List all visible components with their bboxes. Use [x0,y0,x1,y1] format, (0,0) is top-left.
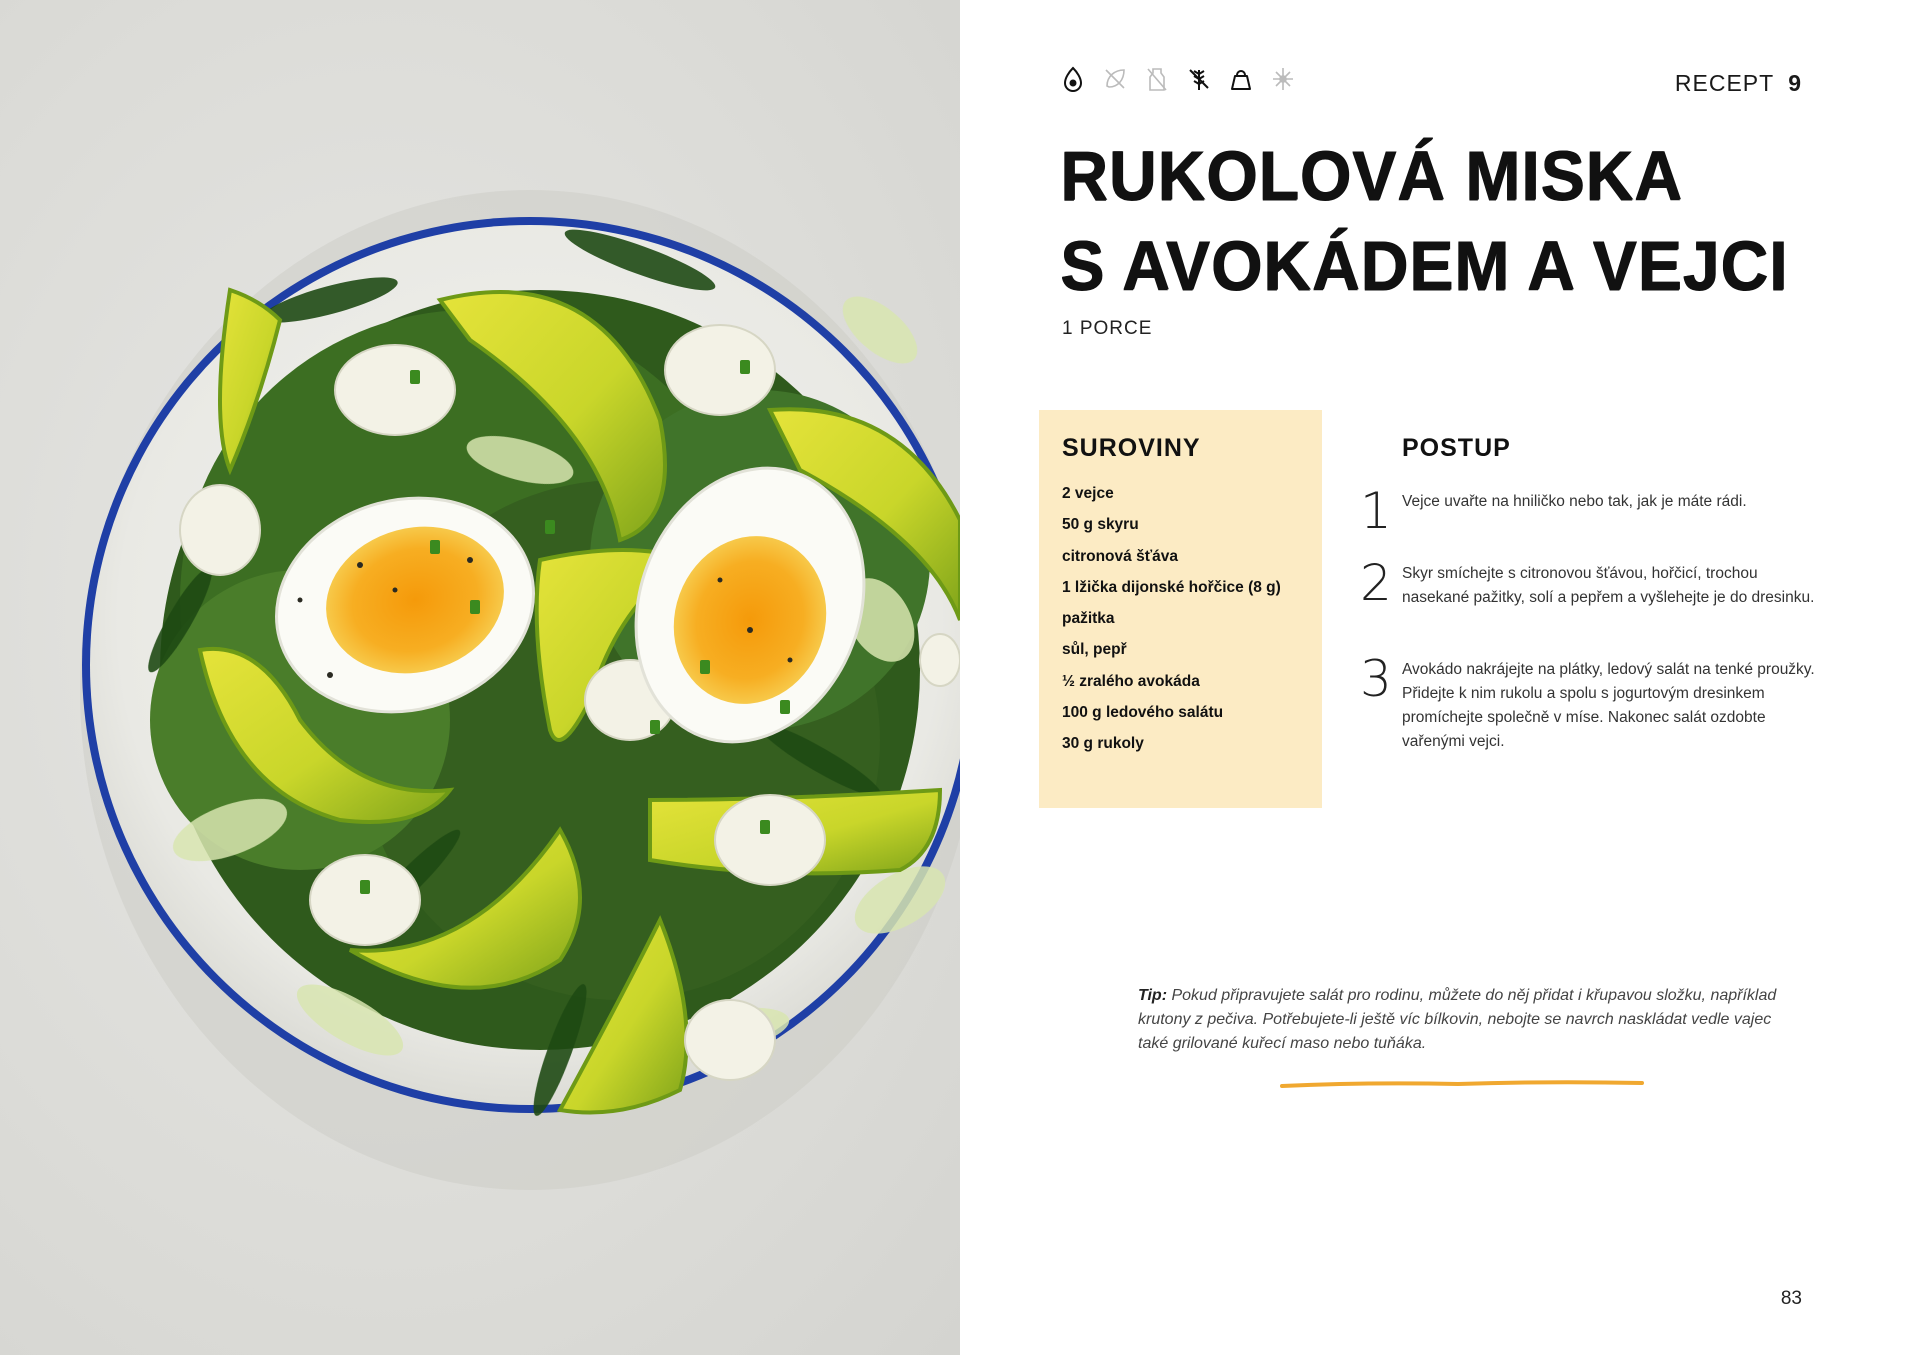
step-text: Vejce uvařte na hniličko nebo tak, jak je máte rádi. [1402,493,1747,510]
wheat-crossed-icon [1187,66,1211,92]
step-number: 1 [1360,482,1392,540]
ingredient-item: 1 lžička dijonské hořčice (8 g) [1062,578,1281,596]
recipe-page [960,0,1920,1355]
diet-icons-row [1061,66,1295,92]
recipe-title-line-1: RUKOLOVÁ MISKA [1060,136,1683,214]
recipe-title [1060,130,1820,311]
step-number: 2 [1360,554,1392,612]
ingredient-item: pažitka [1062,610,1115,628]
page-number: 83 [1780,1288,1802,1309]
leaf-crossed-icon [1103,66,1127,92]
milk-crossed-icon [1145,66,1169,92]
ingredient-item: 100 g ledového salátu [1062,704,1224,722]
method-heading: POSTUP [1402,434,1511,462]
ingredient-item: 2 vejce [1062,485,1114,502]
step-number: 3 [1360,650,1392,708]
ingredient-item: 30 g rukoly [1062,735,1144,753]
ingredient-item: sůl, pepř [1062,641,1127,659]
step-text: Skyr smíchejte s citronovou šťávou, hořčicí, trochou nasekané pažitky, solí a pepřem a vyšlehejte je do dresinku. [1402,565,1815,606]
kettlebell-icon [1229,66,1253,92]
avocado-icon [1061,66,1085,92]
snowflake-icon [1271,66,1295,92]
servings: 1 PORCE [1062,318,1153,339]
recipe-number: 9 [1788,70,1802,96]
brush-underline [1278,1078,1648,1092]
ingredients-list [1062,478,1281,760]
ingredients-heading: SUROVINY [1062,434,1201,462]
ingredient-item: ½ zralého avokáda [1062,672,1200,690]
ingredient-item: 50 g skyru [1062,516,1139,534]
ingredients-box [1039,410,1322,808]
tip-note [1138,984,1778,1056]
step-text: Avokádo nakrájejte na plátky, ledový salát na tenké proužky. Přidejte k nim rukolu a spolu s jogurtovým dresinkem promíchejte společně v míse. Nakonec salát ozdobte vařenými vejci. [1402,661,1815,750]
ingredient-item: citronová šťáva [1062,547,1178,565]
recipe-label-text: RECEPT [1674,70,1775,96]
recipe-number-label [1675,70,1802,97]
recipe-title-line-2: S AVOKÁDEM A VEJCI [1060,226,1789,305]
tip-label: Tip: [1138,987,1168,1004]
tip-text: Pokud připravujete salát pro rodinu, můžete do něj přidat i křupavou složku, například krutony z pečiva. Potřebujete-li ještě víc bílkovin, nebojte se navrch naskládat vedle vajec také grilované kuřecí maso nebo tuňáka. [1138,987,1777,1052]
